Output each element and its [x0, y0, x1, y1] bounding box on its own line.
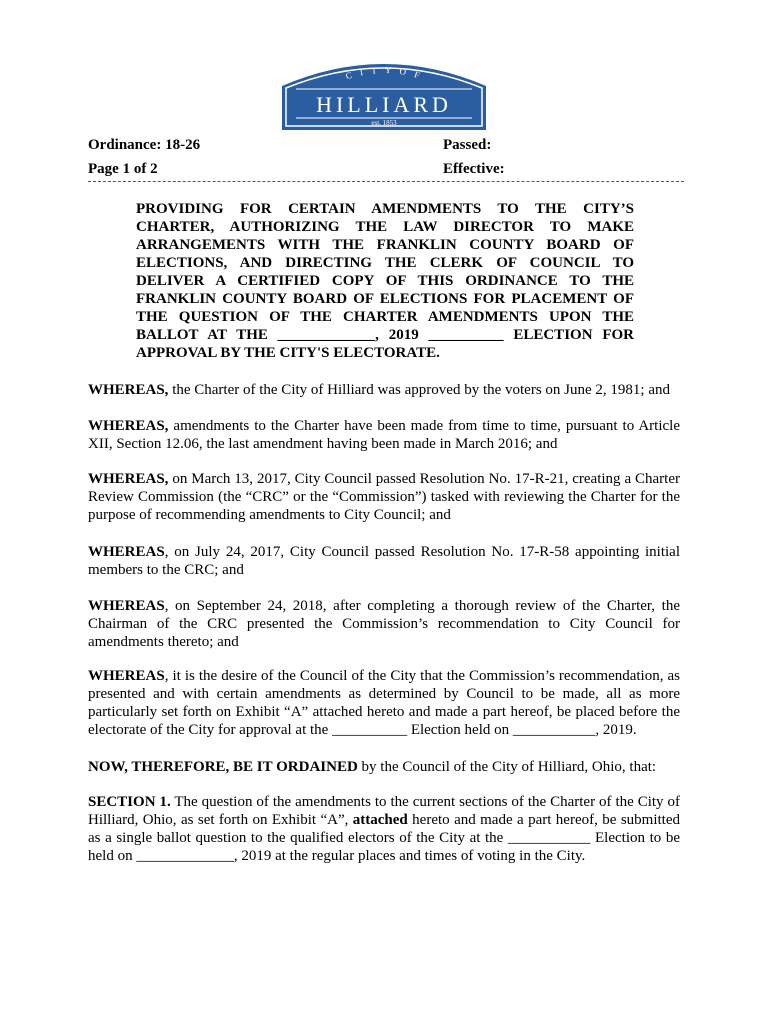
para-text: on March 13, 2017, City Council passed Resolution No. 17-R-21, creating a Charter Review Commission (the “CRC” or the “Commission”) tasked with reviewing the Charter for the purpose of recommending amendments to City Council; and [88, 471, 680, 523]
section-text-b: hereto and made a part hereof, be submitted as a single ballot question to the qualified electors of the City at the ___________ Election to be held on _____________, 2019 at the regular places and times of voting in the City. [88, 812, 680, 864]
page-indicator: Page 1 of 2 [88, 161, 158, 177]
title-line: DELIVER A CERTIFIED COPY OF THIS ORDINANCE TO THE [136, 273, 634, 289]
para-text: by the Council of the City of Hilliard, Ohio, that: [357, 759, 657, 775]
para-lead: WHEREAS [88, 598, 165, 614]
ordinance-title [136, 200, 634, 362]
para-text: , on September 24, 2018, after completing a thorough review of the Charter, the Chairman of the CRC presented the Commission’s recommendation to City Council for amendments thereto; and [88, 598, 680, 650]
passed-label: Passed: [443, 137, 492, 153]
ordained-paragraph [88, 758, 680, 776]
whereas-paragraph-2 [88, 417, 680, 453]
title-line: PROVIDING FOR CERTAIN AMENDMENTS TO THE CITY’S [136, 201, 634, 217]
title-line: FRANKLIN COUNTY BOARD OF ELECTIONS FOR PLACEMENT OF [136, 291, 634, 307]
whereas-paragraph-1 [88, 381, 680, 399]
logo-city-of: C I T Y O F [344, 64, 424, 82]
effective-label: Effective: [443, 161, 505, 177]
whereas-paragraph-6 [88, 667, 680, 739]
header-divider [88, 181, 684, 182]
para-text: amendments to the Charter have been made from time to time, pursuant to Article XII, Section 12.06, the last amendment having been made in March 2016; and [88, 418, 680, 452]
ordinance-number: Ordinance: 18-26 [88, 137, 201, 153]
para-lead: WHEREAS, [88, 471, 169, 487]
title-line: BALLOT AT THE _____________, 2019 __________ ELECTION FOR [136, 327, 634, 343]
title-line: APPROVAL BY THE CITY'S ELECTORATE. [136, 345, 440, 361]
title-line: CHARTER, AUTHORIZING THE LAW DIRECTOR TO MAKE [136, 219, 634, 235]
para-lead: WHEREAS, [88, 418, 169, 434]
whereas-paragraph-5 [88, 597, 680, 651]
para-text: , on July 24, 2017, City Council passed Resolution No. 17-R-58 appointing initial members to the CRC; and [88, 544, 680, 578]
section-text-a: The question of the amendments to the current sections of the Charter of the City of Hilliard, Ohio, as set forth on Exhibit “A”, [88, 794, 680, 828]
para-text: the Charter of the City of Hilliard was approved by the voters on June 2, 1981; and [168, 382, 670, 398]
logo-est: est. 1853 [371, 119, 397, 127]
logo-name: HILLIARD [316, 92, 452, 117]
city-of-hilliard-logo [276, 56, 492, 136]
section-bold-word: attached [352, 812, 408, 828]
title-line: THE QUESTION OF THE CHARTER AMENDMENTS UPON THE [136, 309, 634, 325]
whereas-paragraph-4 [88, 543, 680, 579]
para-lead: WHEREAS [88, 668, 165, 684]
section-1-paragraph [88, 793, 680, 865]
title-line: ARRANGEMENTS WITH THE FRANKLIN COUNTY BOARD OF [136, 237, 634, 253]
title-line: ELECTIONS, AND DIRECTING THE CLERK OF COUNCIL TO [136, 255, 634, 271]
para-text: , it is the desire of the Council of the City that the Commission’s recommendation, as presented and with certain amendments as determined by Council to be made, all as more particularly set forth on Exhibit “A” attached hereto and made a part hereof, be placed before the electorate of the City for approval at the __________ Election held on ___________, 2019. [88, 668, 680, 738]
para-lead: NOW, THEREFORE, BE IT ORDAINED [88, 759, 358, 775]
para-lead: WHEREAS, [88, 382, 169, 398]
para-lead: WHEREAS [88, 544, 165, 560]
section-lead: SECTION 1. [88, 794, 171, 810]
whereas-paragraph-3 [88, 470, 680, 524]
